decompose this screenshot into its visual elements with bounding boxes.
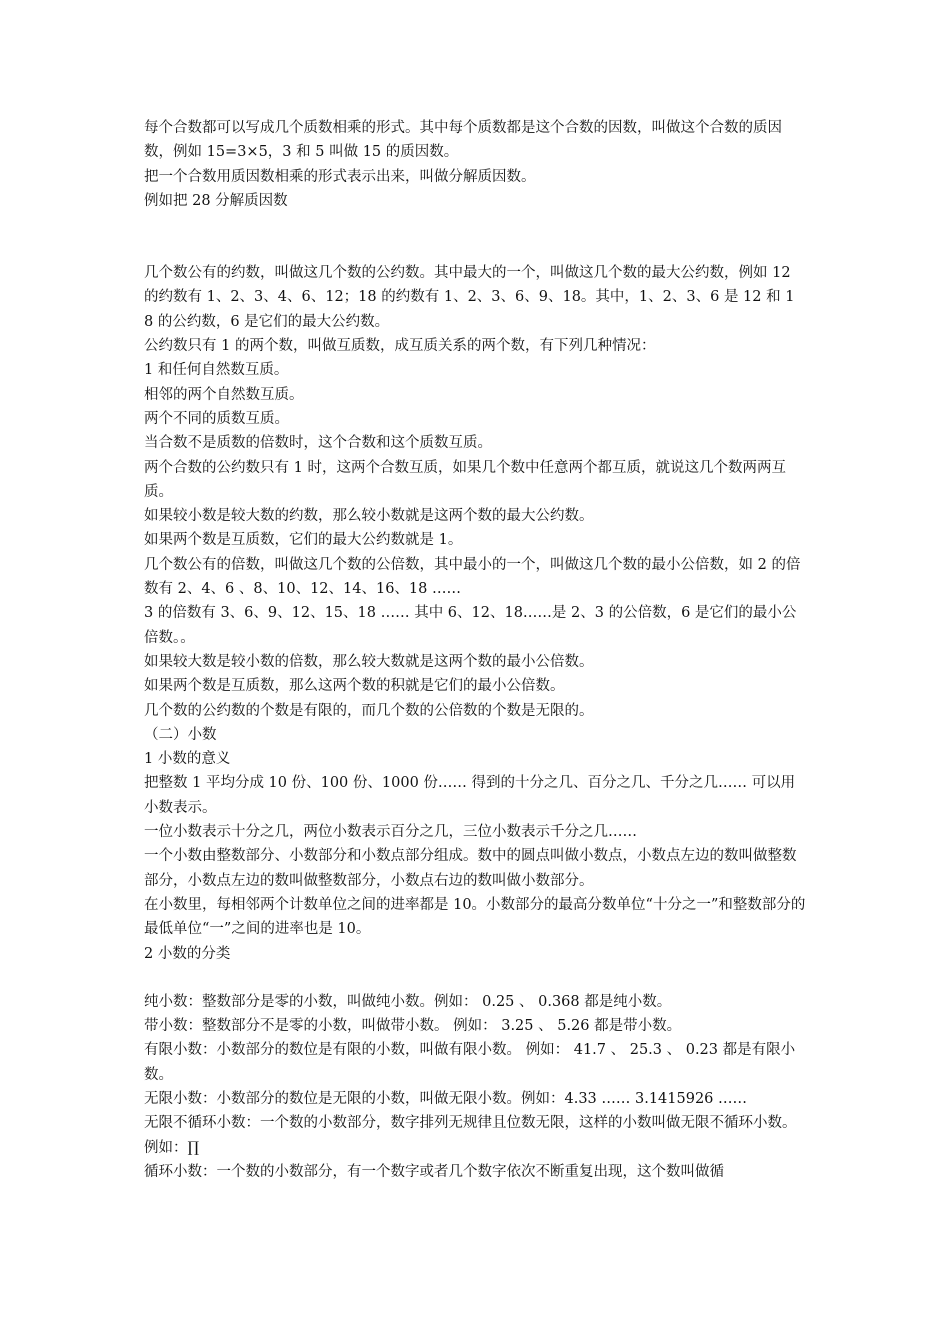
paragraph: 当合数不是质数的倍数时，这个合数和这个质数互质。 [144, 435, 492, 452]
document-body [144, 116, 808, 1184]
paragraph: 有限小数：小数部分的数位是有限的小数，叫做有限小数。 例如： 41.7 、 25.3 、 0.23 都是有限小数。 [144, 1042, 796, 1083]
paragraph: 纯小数：整数部分是零的小数，叫做纯小数。例如： 0.25 、 0.368 都是纯小数。 [144, 993, 672, 1010]
section-heading: （二）小数 [144, 726, 217, 743]
paragraph: 几个数的公约数的个数是有限的，而几个数的公倍数的个数是无限的。 [144, 702, 594, 719]
paragraph: 两个合数的公约数只有 1 时，这两个合数互质，如果几个数中任意两个都互质，就说这几个数两两互质。 [144, 459, 786, 500]
paragraph: 循环小数：一个数的小数部分，有一个数字或者几个数字依次不断重复出现，这个数叫做循 [144, 1163, 724, 1180]
paragraph: 几个数公有的约数，叫做这几个数的公约数。其中最大的一个，叫做这几个数的最大公约数，例如 12 的约数有 1、2、3、4、6、12；18 的约数有 1、2、3、6、9、18。其中，1、2、3、6 是 12 和 1 8 的公约数，6 是它们的最大公约数。 [144, 265, 795, 330]
paragraph: 如果较大数是较小数的倍数，那么较大数就是这两个数的最小公倍数。 [144, 653, 594, 670]
paragraph: 无限小数：小数部分的数位是无限的小数，叫做无限小数。例如：4.33 …… 3.1415926 …… [144, 1090, 748, 1107]
paragraph: 如果两个数是互质数，它们的最大公约数就是 1。 [144, 532, 463, 549]
subheading: 2 小数的分类 [144, 945, 231, 962]
paragraph: 在小数里，每相邻两个计数单位之间的进率都是 10。小数部分的最高分数单位“十分之一”和整数部分的最低单位“一”之间的进率也是 10。 [144, 896, 806, 938]
paragraph: 一个小数由整数部分、小数部分和小数点部分组成。数中的圆点叫做小数点，小数点左边的数叫做整数部分，小数点左边的数叫做整数部分，小数点右边的数叫做小数部分。 [144, 848, 797, 889]
paragraph: 带小数：整数部分不是零的小数，叫做带小数。 例如： 3.25 、 5.26 都是带小数。 [144, 1018, 682, 1035]
blank-space [144, 213, 808, 261]
paragraph: 一位小数表示十分之几，两位小数表示百分之几，三位小数表示千分之几…… [144, 824, 637, 841]
paragraph: 1 和任何自然数互质。 [144, 362, 289, 379]
paragraph: 例如把 28 分解质因数 [144, 192, 288, 209]
paragraph: 几个数公有的倍数，叫做这几个数的公倍数，其中最小的一个，叫做这几个数的最小公倍数，如 2 的倍数有 2、4、6 、8、10、12、14、16、18 …… [144, 556, 801, 598]
paragraph: 公约数只有 1 的两个数，叫做互质数，成互质关系的两个数，有下列几种情况： [144, 338, 656, 355]
paragraph: 把整数 1 平均分成 10 份、100 份、1000 份…… 得到的十分之几、百分之几、千分之几…… 可以用小数表示。 [144, 775, 796, 816]
paragraph: 如果较小数是较大数的约数，那么较小数就是这两个数的最大公约数。 [144, 508, 594, 525]
paragraph: 两个不同的质数互质。 [144, 410, 289, 427]
blank-space [144, 966, 808, 990]
paragraph: 3 的倍数有 3、6、9、12、15、18 …… 其中 6、12、18……是 2、3 的公倍数，6 是它们的最小公倍数。。 [144, 605, 797, 646]
paragraph: 相邻的两个自然数互质。 [144, 386, 304, 403]
paragraph: 把一个合数用质因数相乘的形式表示出来，叫做分解质因数。 [144, 168, 536, 185]
paragraph: 无限不循环小数：一个数的小数部分，数字排列无规律且位数无限，这样的小数叫做无限不循环小数。 例如：∏ [144, 1115, 797, 1156]
paragraph: 如果两个数是互质数，那么这两个数的积就是它们的最小公倍数。 [144, 678, 565, 695]
subheading: 1 小数的意义 [144, 751, 231, 768]
paragraph: 每个合数都可以写成几个质数相乘的形式。其中每个质数都是这个合数的因数，叫做这个合数的质因数，例如 15=3×5，3 和 5 叫做 15 的质因数。 [144, 120, 782, 161]
